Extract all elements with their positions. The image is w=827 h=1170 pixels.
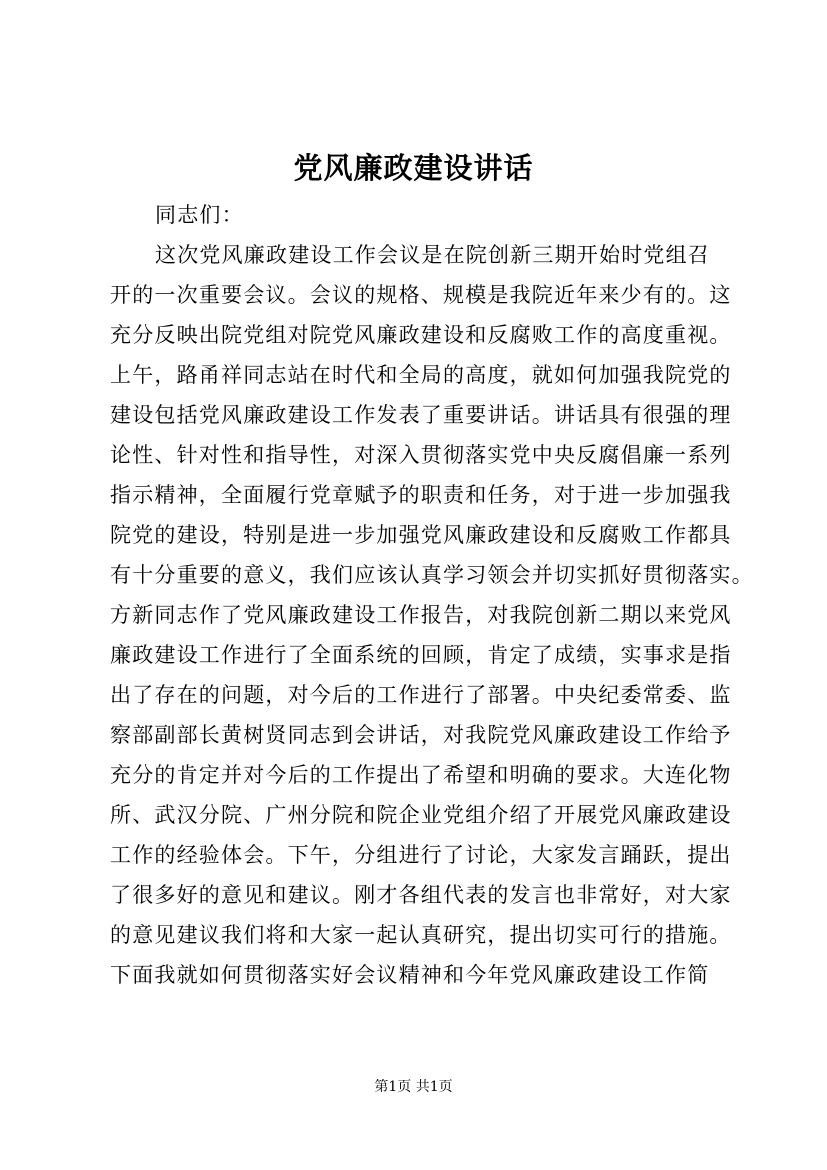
paragraph-line-2: 开的一次重要会议。会议的规格、规模是我院近年来少有的。这 [110,283,732,307]
paragraph-line-8: 院党的建设，特别是进一步加强党风廉政建设和反腐败工作都具 [110,523,732,547]
paragraph-line-19: 下面我就如何贯彻落实好会议精神和今年党风廉政建设工作简 [110,963,710,987]
paragraph-line-12: 出了存在的问题，对今后的工作进行了部署。中央纪委常委、监 [110,683,732,707]
paragraph-line-7: 指示精神，全面履行党章赋予的职责和任务，对于进一步加强我 [110,483,732,507]
paragraph-line-18: 的意见建议我们将和大家一起认真研究，提出切实可行的措施。 [110,923,732,947]
paragraph-line-17: 了很多好的意见和建议。刚才各组代表的发言也非常好，对大家 [110,883,732,907]
document-title: 党风廉政建设讲话 [293,151,534,185]
paragraph-line-10: 方新同志作了党风廉政建设工作报告，对我院创新二期以来党风 [110,603,732,627]
paragraph-line-11: 廉政建设工作进行了全面系统的回顾，肯定了成绩，实事求是指 [110,643,732,667]
paragraph-line-5: 建设包括党风廉政建设工作发表了重要讲话。讲话具有很强的理 [110,403,732,427]
paragraph-line-15: 所、武汉分院、广州分院和院企业党组介绍了开展党风廉政建设 [110,803,732,827]
paragraph-line-6: 论性、针对性和指导性，对深入贯彻落实党中央反腐倡廉一系列 [110,443,732,467]
paragraph-line-14: 充分的肯定并对今后的工作提出了希望和明确的要求。大连化物 [110,763,732,787]
paragraph-line-3: 充分反映出院党组对院党风廉政建设和反腐败工作的高度重视。 [110,323,732,347]
paragraph-line-16: 工作的经验体会。下午，分组进行了讨论，大家发言踊跃，提出 [110,843,732,867]
paragraph-line-9: 有十分重要的意义，我们应该认真学习领会并切实抓好贯彻落实。 [110,563,754,587]
paragraph-line-13: 察部副部长黄树贤同志到会讲话，对我院党风廉政建设工作给予 [110,723,732,747]
paragraph-line-1: 这次党风廉政建设工作会议是在院创新三期开始时党组召 [155,243,710,267]
salutation: 同志们： [155,203,244,227]
paragraph-line-4: 上午，路甬祥同志站在时代和全局的高度，就如何加强我院党的 [110,363,732,387]
page-footer: 第1页 共1页 [374,1079,453,1095]
